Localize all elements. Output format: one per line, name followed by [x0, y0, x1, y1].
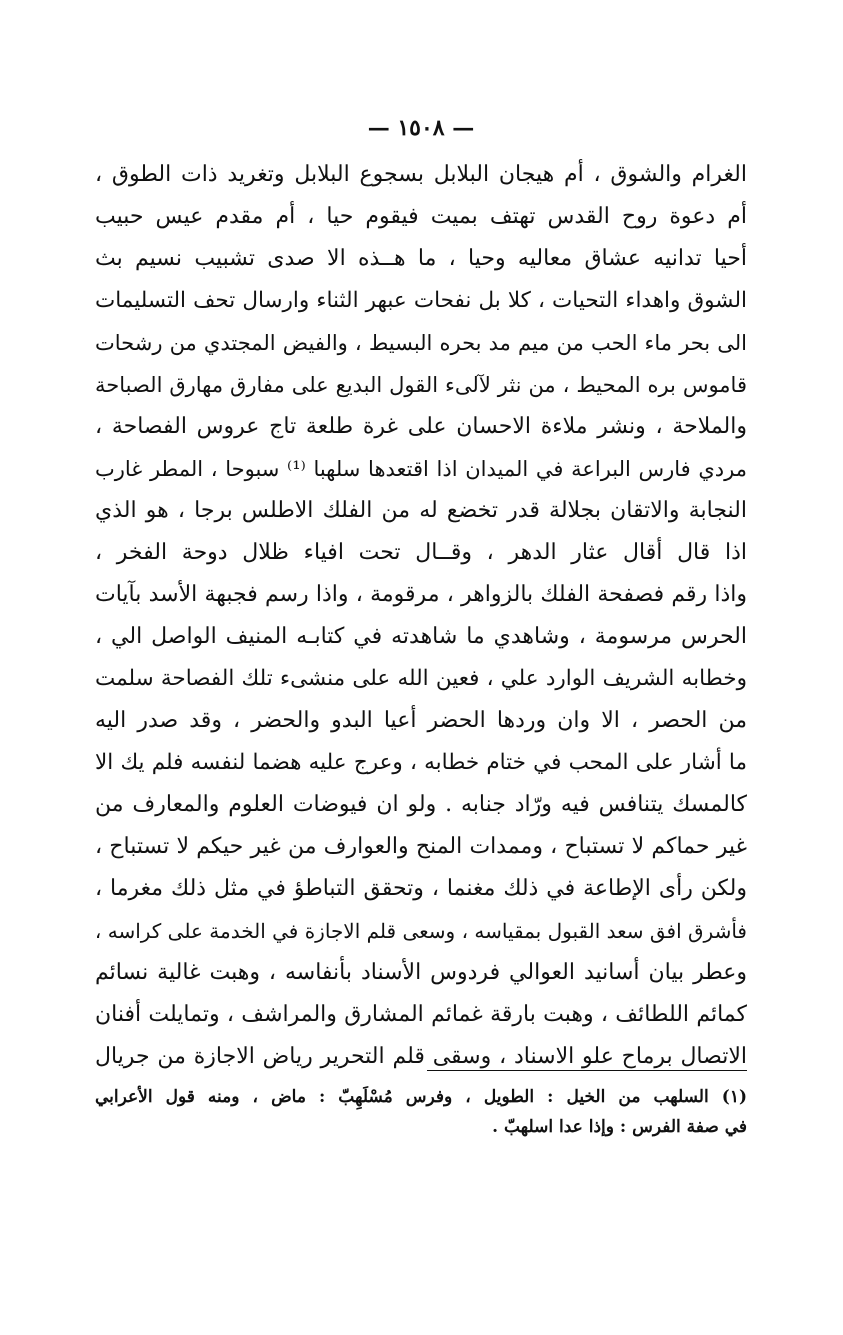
text-line: من الحصر ، الا وان وردها الحضر أعيا البدو والحضر ، وقد صدر اليه	[95, 708, 747, 733]
text-line: كالمسك يتنافس فيه ورّاد جنابه . ولو ان فيوضات العلوم والمعارف من	[95, 792, 747, 817]
footnote-line: (١) السلهب من الخيل : الطويل ، وفرس مُسْلَهِبّ : ماض ، ومنه قول الأعرابي	[95, 1087, 747, 1107]
footnote-line: في صفة الفرس : وإذا عدا اسلهبّ .	[492, 1117, 747, 1137]
page-number: — ١٥٠٨ —	[367, 115, 475, 141]
text-line: الحرس مرسومة ، وشاهدي ما شاهدته في كتابـه المنيف الواصل الي ،	[95, 624, 747, 649]
text-line: الشوق واهداء التحيات ، كلا بل نفحات عبهر الثناء وارسال تحف التسليمات	[95, 288, 747, 313]
text-line: غير حماكم لا تستباح ، وممدات المنح والعوارف من غير حيكم لا تستباح ،	[95, 834, 747, 859]
text-line: الى بحر ماء الحب من ميم مد بحره البسيط ، والفيض المجتدي من رشحات	[95, 331, 747, 355]
text-line: قاموس بره المحيط ، من نثر لآلىء القول البديع على مفارق مهارق الصباحة	[95, 373, 747, 397]
text-line: الاتصال برماح علو الاسناد ، وسقى قلم التحرير رياض الاجازة من جريال	[95, 1044, 747, 1069]
footnote-divider	[427, 1070, 747, 1071]
text-line: ولكن رأى الإطاعة في ذلك مغنما ، وتحقق التباطؤ في مثل ذلك مغرما ،	[95, 876, 747, 901]
text-line: الغرام والشوق ، أم هيجان البلابل بسجوع البلابل وتغريد ذات الطوق ،	[95, 162, 747, 187]
text-line: مردي فارس البراعة في الميدان اذا اقتعدها سلهبا ⁽¹⁾ سبوحا ، المطر غارب	[95, 457, 747, 481]
text-line: واذا رقم فصفحة الفلك بالزواهر ، مرقومة ، واذا رسم فجبهة الأسد بآيات	[95, 582, 747, 607]
body-text	[95, 154, 747, 1078]
text-line: كمائم اللطائف ، وهبت بارقة غمائم المشارق والمراشف ، وتمايلت أفنان	[95, 1002, 747, 1027]
text-line: فأشرق افق سعد القبول بمقياسه ، وسعى قلم الاجازة في الخدمة على كراسه ،	[95, 919, 747, 943]
text-line: أم دعوة روح القدس تهتف بميت فيقوم حيا ، أم مقدم عيس حبيب	[95, 204, 747, 229]
text-line: وخطابه الشريف الوارد علي ، فعين الله على منشىء تلك الفصاحة سلمت	[95, 666, 747, 691]
footnotes	[95, 1082, 747, 1142]
book-page	[95, 108, 747, 1218]
text-line: ما أشار على المحب في ختام خطابه ، وعرج عليه هضما لنفسه فلم يك الا	[95, 750, 747, 775]
text-line: والملاحة ، ونشر ملاءة الاحسان على غرة طلعة تاج عروس الفصاحة ،	[95, 414, 747, 439]
text-line: أحيا تدانيه عشاق معاليه وحيا ، ما هــذه الا صدى تشبيب نسيم بث	[95, 246, 747, 271]
text-line: وعطر بيان أسانيد العوالي فردوس الأسناد بأنفاسه ، وهبت غالية نسائم	[95, 960, 747, 985]
text-line: اذا قال أقال عثار الدهر ، وقــال تحت افياء ظلال دوحة الفخر ،	[95, 540, 747, 565]
text-line: النجابة والاتقان بجلالة قدر تخضع له من الفلك الاطلس برجا ، هو الذي	[95, 498, 747, 523]
